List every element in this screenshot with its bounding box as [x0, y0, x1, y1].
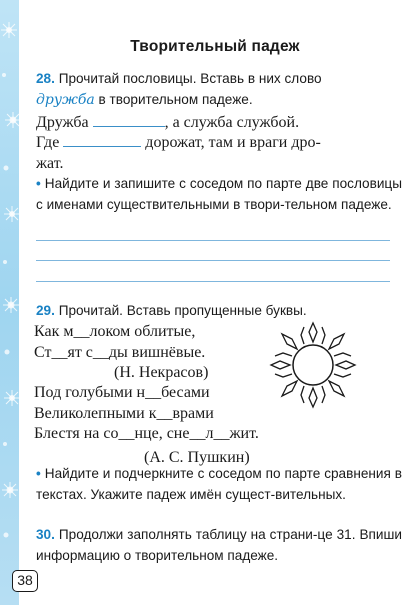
bullet-icon: •: [36, 466, 41, 481]
proverb-text: , а служба службой.: [164, 114, 300, 131]
writing-line[interactable]: [36, 240, 390, 241]
bullet-icon: •: [36, 176, 41, 191]
proverb-text: Где: [36, 134, 60, 151]
page-title: Творительный падеж: [130, 38, 300, 55]
task-29-subtask: [36, 463, 402, 505]
answer-blank[interactable]: [63, 133, 141, 147]
writing-line[interactable]: [36, 260, 390, 261]
proverb-1: [36, 112, 402, 133]
task-number: 30.: [36, 527, 55, 542]
decorative-sidebar: [0, 0, 19, 605]
proverb-text: жат.: [36, 155, 64, 172]
sun-icon: [268, 320, 358, 410]
handwritten-word: дружба: [36, 92, 95, 108]
poem-line: Под голубыми н__бесами: [34, 384, 210, 401]
task-number: 28.: [36, 71, 55, 86]
task-text: Продолжи заполнять таблицу на страни-це 31. Впиши информацию о творительном падеже.: [36, 527, 402, 563]
poem-author: (Н. Некрасов): [114, 364, 209, 381]
poem-nekrasov: [34, 322, 208, 384]
answer-blank[interactable]: [93, 113, 165, 127]
snowflake-pattern-icon: [0, 0, 19, 605]
poem-line: Ст__ят с__ды вишнёвые.: [34, 343, 206, 361]
proverb-text: Дружба: [36, 114, 89, 131]
poem-author: (А. С. Пушкин): [144, 448, 250, 466]
proverb-text: дорожат, там и враги дро-: [145, 134, 321, 151]
proverb-2: [36, 132, 402, 174]
poem-line: Блестя на со__нце, сне__л__жит.: [34, 425, 259, 442]
subtask-text: Найдите и подчеркните с соседом по парте сравнения в текстах. Укажите падеж имён сущест-вительных.: [36, 466, 402, 502]
poem-pushkin: [34, 383, 259, 468]
task-28-subtask: [36, 173, 402, 215]
instruction-text: в творительном падеже.: [98, 92, 253, 107]
instruction-text: Прочитай. Вставь пропущенные буквы.: [58, 303, 307, 318]
poem-line: Как м__локом облитые,: [34, 323, 196, 340]
task-number: 29.: [36, 303, 55, 318]
page-number: 38: [12, 570, 38, 592]
writing-line[interactable]: [36, 281, 390, 282]
poem-line: Великолепными к__врами: [34, 404, 214, 422]
task-28-instruction: [36, 68, 402, 111]
subtask-text: Найдите и запишите с соседом по парте две пословицы с именами существительными в твори-тельном падеже.: [36, 176, 402, 212]
task-29-instruction: [36, 300, 402, 321]
instruction-text: Прочитай пословицы. Вставь в них слово: [58, 71, 322, 86]
task-30: [36, 524, 402, 566]
